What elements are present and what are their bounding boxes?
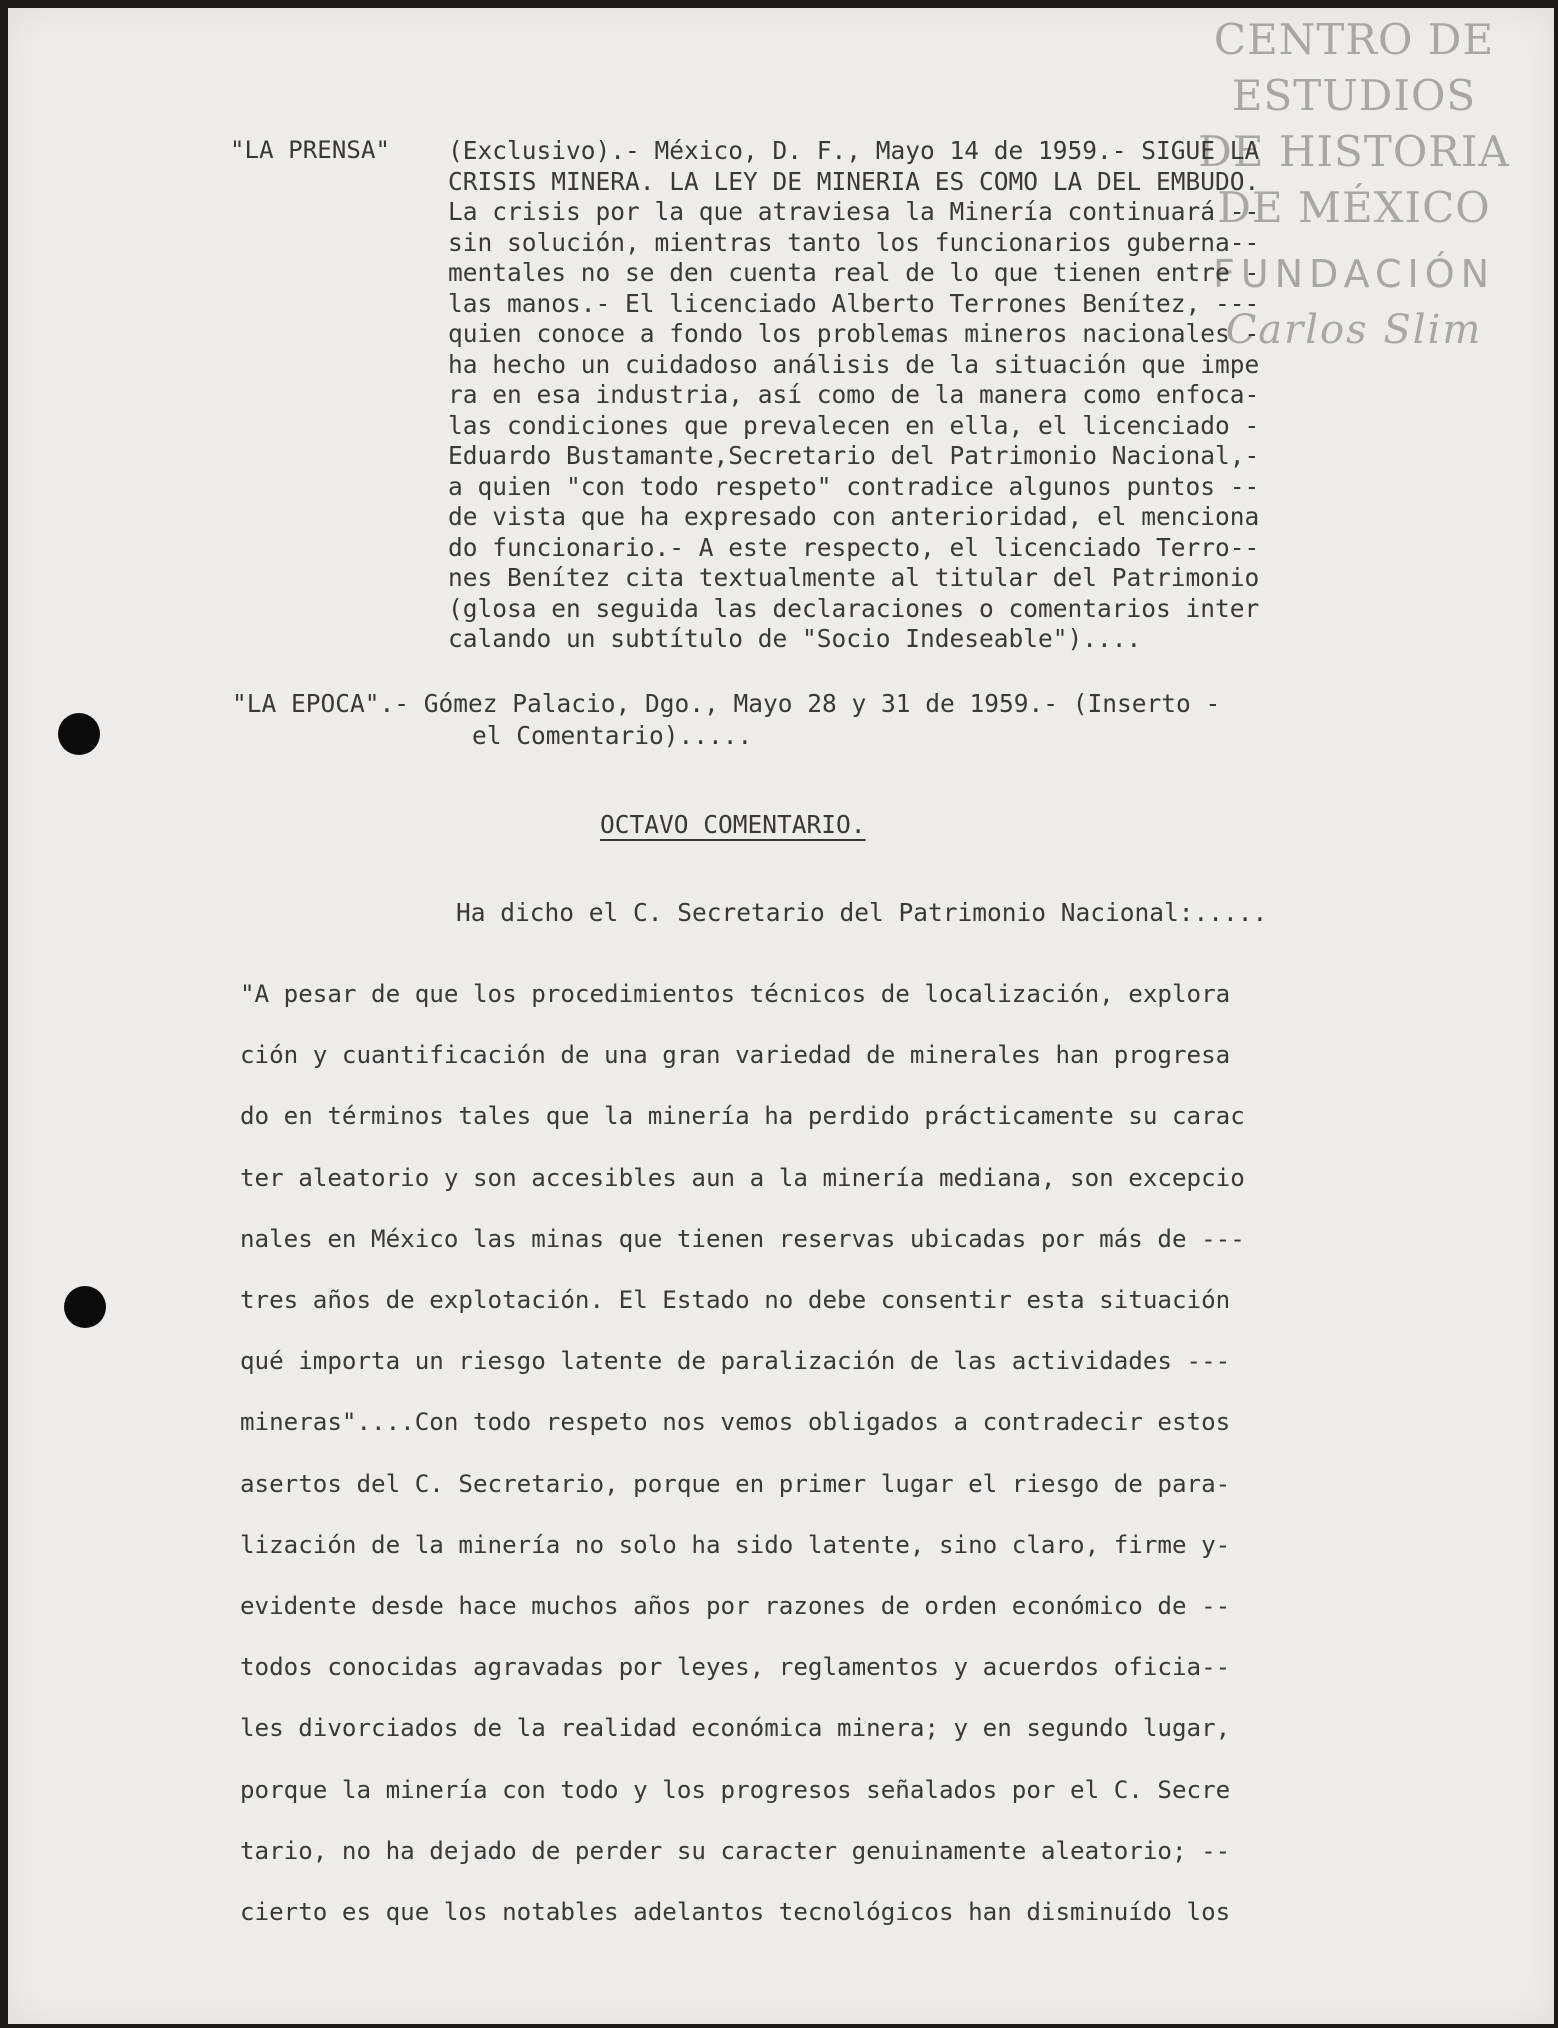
text-line: a quien "con todo respeto" contradice algunos puntos -- bbox=[448, 471, 1260, 501]
text-line: porque la minería con todo y los progresos señalados por el C. Secre bbox=[240, 1775, 1231, 1804]
text-line: do en términos tales que la minería ha perdido prácticamente su carac bbox=[240, 1102, 1245, 1131]
text-line: sin solución, mientras tanto los funcionarios guberna-- bbox=[448, 227, 1260, 257]
text-line: ción y cuantificación de una gran variedad de minerales han progresa bbox=[240, 1041, 1231, 1070]
text-line: (glosa en seguida las declaraciones o comentarios inter bbox=[448, 593, 1260, 623]
text-line: ha hecho un cuidadoso análisis de la situación que impe bbox=[448, 349, 1260, 379]
text-line: tres años de explotación. El Estado no debe consentir esta situación bbox=[240, 1286, 1231, 1315]
text-line: evidente desde hace muchos años por razones de orden económico de -- bbox=[240, 1592, 1231, 1621]
section-body bbox=[240, 964, 1245, 1943]
text-line: quien conoce a fondo los problemas mineros nacionales - bbox=[448, 319, 1260, 348]
text-line: ra en esa industria, así como de la manera como enfoca- bbox=[448, 380, 1260, 409]
text-line: las manos.- El licenciado Alberto Terrones Benítez, --- bbox=[448, 288, 1260, 318]
watermark-line: ESTUDIOS bbox=[1231, 71, 1477, 120]
text-line: nales en México las minas que tienen reservas ubicadas por más de --- bbox=[240, 1224, 1245, 1253]
text-line: "A pesar de que los procedimientos técnicos de localización, explora bbox=[240, 980, 1231, 1008]
watermark-foundation: FUNDACIÓN bbox=[1212, 252, 1496, 296]
text-line: les divorciados de la realidad económica minera; y en segundo lugar, bbox=[240, 1714, 1231, 1743]
text-line: mentales no se den cuenta real de lo que tienen entre - bbox=[448, 258, 1260, 287]
text-line: cierto es que los notables adelantos tecnológicos han disminuído los bbox=[240, 1898, 1231, 1927]
prensa-source-label: "LA PRENSA" bbox=[230, 136, 391, 164]
document-page bbox=[8, 8, 1554, 2024]
section-title: OCTAVO COMENTARIO. bbox=[600, 810, 866, 839]
text-line: calando un subtítulo de "Socio Indeseable").... bbox=[448, 624, 1142, 653]
text-line: lización de la minería no solo ha sido latente, sino claro, firme y- bbox=[240, 1530, 1231, 1559]
text-line: CRISIS MINERA. LA LEY DE MINERIA ES COMO LA DEL EMBUDO. bbox=[448, 166, 1260, 196]
epoca-entry bbox=[232, 688, 1220, 752]
watermark-line: DE HISTORIA bbox=[1198, 127, 1510, 176]
text-line: nes Benítez cita textualmente al titular del Patrimonio bbox=[448, 563, 1260, 592]
text-line: las condiciones que prevalecen en ella, el licenciado - bbox=[448, 410, 1260, 440]
text-line: ter aleatorio y son accesibles aun a la minería mediana, son excepcio bbox=[240, 1163, 1245, 1192]
watermark-line: CENTRO DE bbox=[1213, 15, 1495, 64]
punch-hole-icon bbox=[58, 713, 100, 755]
text-line: qué importa un riesgo latente de paralización de las actividades --- bbox=[240, 1347, 1231, 1376]
text-line: Eduardo Bustamante,Secretario del Patrimonio Nacional,- bbox=[448, 441, 1260, 470]
text-line: tario, no ha dejado de perder su caracter genuinamente aleatorio; -- bbox=[240, 1836, 1231, 1865]
text-line: todos conocidas agravadas por leyes, reglamentos y acuerdos oficia-- bbox=[240, 1653, 1231, 1682]
text-line: mineras"....Con todo respeto nos vemos obligados a contradecir estos bbox=[240, 1408, 1231, 1437]
text-line: de vista que ha expresado con anterioridad, el menciona bbox=[448, 502, 1260, 531]
watermark-line: DE MÉXICO bbox=[1217, 183, 1491, 232]
text-line: (Exclusivo).- México, D. F., Mayo 14 de 1959.- SIGUE LA bbox=[448, 136, 1260, 165]
punch-hole-icon bbox=[64, 1286, 106, 1328]
prensa-entry bbox=[448, 136, 1259, 655]
text-line: asertos del C. Secretario, porque en primer lugar el riesgo de para- bbox=[240, 1469, 1231, 1498]
watermark-signature: Carlos Slim bbox=[1225, 307, 1483, 353]
text-line: La crisis por la que atraviesa la Minería continuará -- bbox=[448, 197, 1260, 226]
text-line: "LA EPOCA".- Gómez Palacio, Dgo., Mayo 28 y 31 de 1959.- (Inserto - bbox=[232, 689, 1221, 718]
text-line: el Comentario)..... bbox=[472, 721, 753, 750]
section-intro: Ha dicho el C. Secretario del Patrimonio Nacional:..... bbox=[456, 898, 1268, 927]
text-line: do funcionario.- A este respecto, el licenciado Terro-- bbox=[448, 532, 1260, 562]
